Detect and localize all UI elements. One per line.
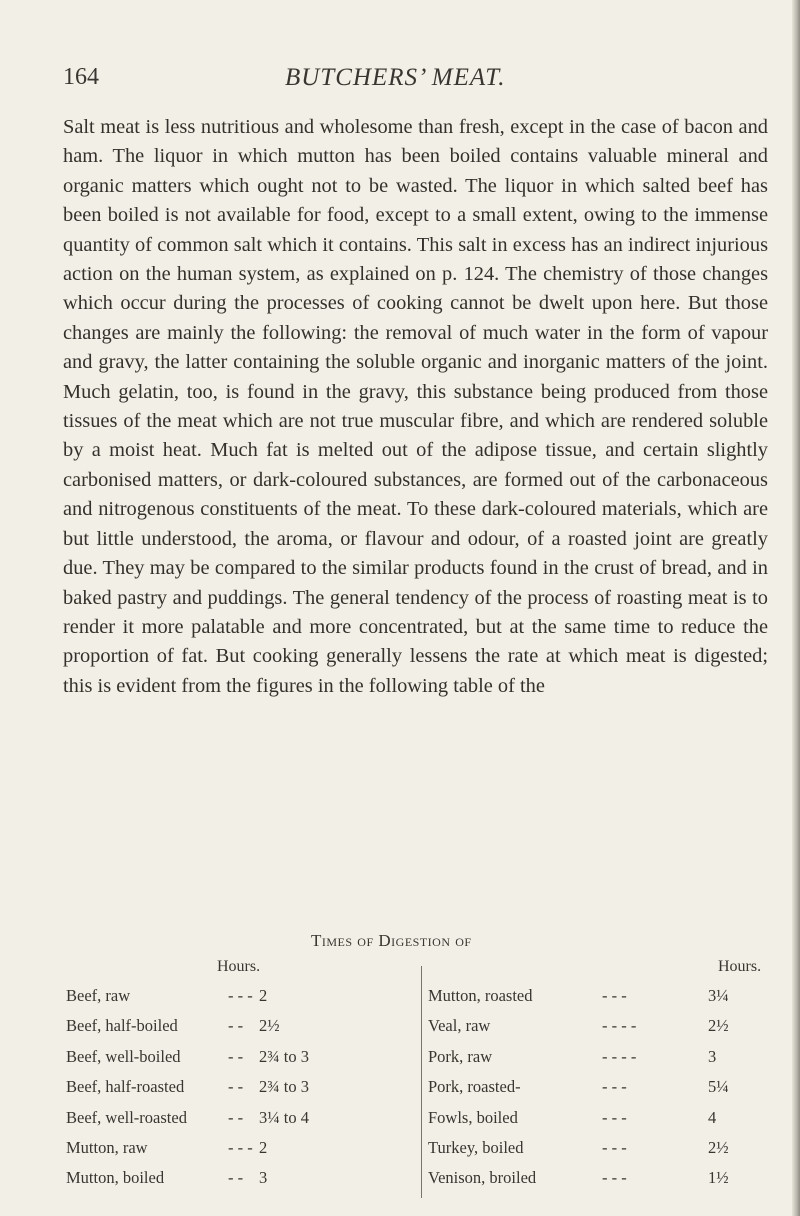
dot-leader: - - - [602,1107,627,1127]
digestion-hours: 2½ [708,1016,729,1036]
digestion-hours: 4 [708,1107,717,1127]
food-name: Fowls, boiled [428,1107,518,1127]
dot-leader: - - [228,1077,244,1097]
food-name: Beef, well-boiled [66,1046,181,1066]
table-row [428,1163,758,1193]
digestion-hours: 2¾ to 3 [259,1077,309,1097]
dot-leader: - - - [602,1137,627,1157]
digestion-hours: 3 [259,1168,268,1188]
dot-leader: - - - [602,986,627,1005]
food-name: Beef, raw [66,986,131,1005]
dot-leader: - - - - [602,1016,637,1036]
dot-leader: - - - [228,986,253,1005]
food-name: Beef, half-boiled [66,1016,178,1036]
body-paragraph: Salt meat is less nutritious and wholesome than fresh, except in the case of bacon and ham. The liquor in which mutton has been boiled contains valuable mineral and organic matters which ought not to be wasted. The liquor in which salted beef has been boiled is not available for food, except to a small extent, owing to the immense quantity of common salt which it contains. This salt in excess has an indirect injurious action on the human system, as explained on p. 124. The chemistry of those changes which occur during the processes of cooking cannot be dwelt upon here. But those changes are mainly the following: the removal of much water in the form of vapour and gravy, the latter containing the soluble organic and inorganic matters of the joint. Much gelatin, too, is found in the gravy, this substance being produced from those tissues of the meat which are not true muscular fibre, and which are rendered soluble by a moist heat. Much fat is melted out of the adipose tissue, and certain slightly carbonised matters, or dark-coloured substances, are formed out of the carbonaceous and nitrogenous constituents of the meat. To these dark-coloured materials, which are but little understood, the aroma, or flavour and odour, of a roasted joint are greatly due. They may be compared to the similar products found in the crust of bread, and in baked pastry and puddings. The general tendency of the process of roasting meat is to render it more palatable and more concentrated, but at the same time to reduce the proportion of fat. But cooking generally lessens the rate at which meat is digested; this is evident from the figures in the following table of the [63,116,768,697]
digestion-hours: 3¼ to 4 [259,1107,309,1127]
digestion-hours: 2¾ to 3 [259,1046,309,1066]
table-row [66,1133,416,1163]
running-title: BUTCHERS’ MEAT. [285,64,506,91]
food-name: Pork, raw [428,1046,493,1066]
digestion-table-right [428,981,758,1194]
digestion-hours: 2½ [259,1016,280,1036]
table-row [66,1011,416,1041]
table-row [66,1072,416,1102]
left-hours-header: Hours. [217,958,261,975]
food-name: Beef, well-roasted [66,1107,187,1127]
digestion-hours: 2½ [708,1137,729,1157]
dot-leader: - - - [602,1077,627,1097]
digestion-hours: 3¼ [708,986,729,1005]
dot-leader: - - - [602,1168,627,1188]
digestion-hours: 1½ [708,1168,729,1188]
table-row [66,1042,416,1072]
food-name: Veal, raw [428,1016,491,1036]
table-row [66,981,416,1011]
table-row [428,1042,758,1072]
dot-leader: - - [228,1046,244,1066]
table-row [428,1072,758,1102]
digestion-hours: 2 [259,986,268,1005]
table-row [66,1163,416,1193]
food-name: Venison, broiled [428,1168,537,1188]
food-name: Beef, half-roasted [66,1077,185,1097]
dot-leader: - - [228,1168,244,1188]
dot-leader: - - [228,1107,244,1127]
dot-leader: - - - [228,1137,253,1157]
digestion-hours: 5¼ [708,1077,729,1097]
food-name: Mutton, roasted [428,986,533,1005]
digestion-table-left [66,981,416,1194]
food-name: Mutton, boiled [66,1168,165,1188]
food-name: Pork, roasted- [428,1077,521,1097]
right-hours-header: Hours. [718,958,762,975]
food-name: Mutton, raw [66,1137,148,1157]
column-divider [421,966,422,1198]
digestion-hours: 2 [259,1137,268,1157]
table-row [428,1011,758,1041]
running-head [63,64,763,104]
digestion-table-title: Times of Digestion of [311,931,472,950]
table-row [66,1103,416,1133]
table-row [428,1133,758,1163]
dot-leader: - - - - [602,1046,637,1066]
page-number: 164 [63,64,99,90]
table-row [428,981,758,1011]
food-name: Turkey, boiled [428,1137,524,1157]
table-row [428,1103,758,1133]
digestion-hours: 3 [708,1046,717,1066]
page-edge [792,0,800,1216]
dot-leader: - - [228,1016,244,1036]
